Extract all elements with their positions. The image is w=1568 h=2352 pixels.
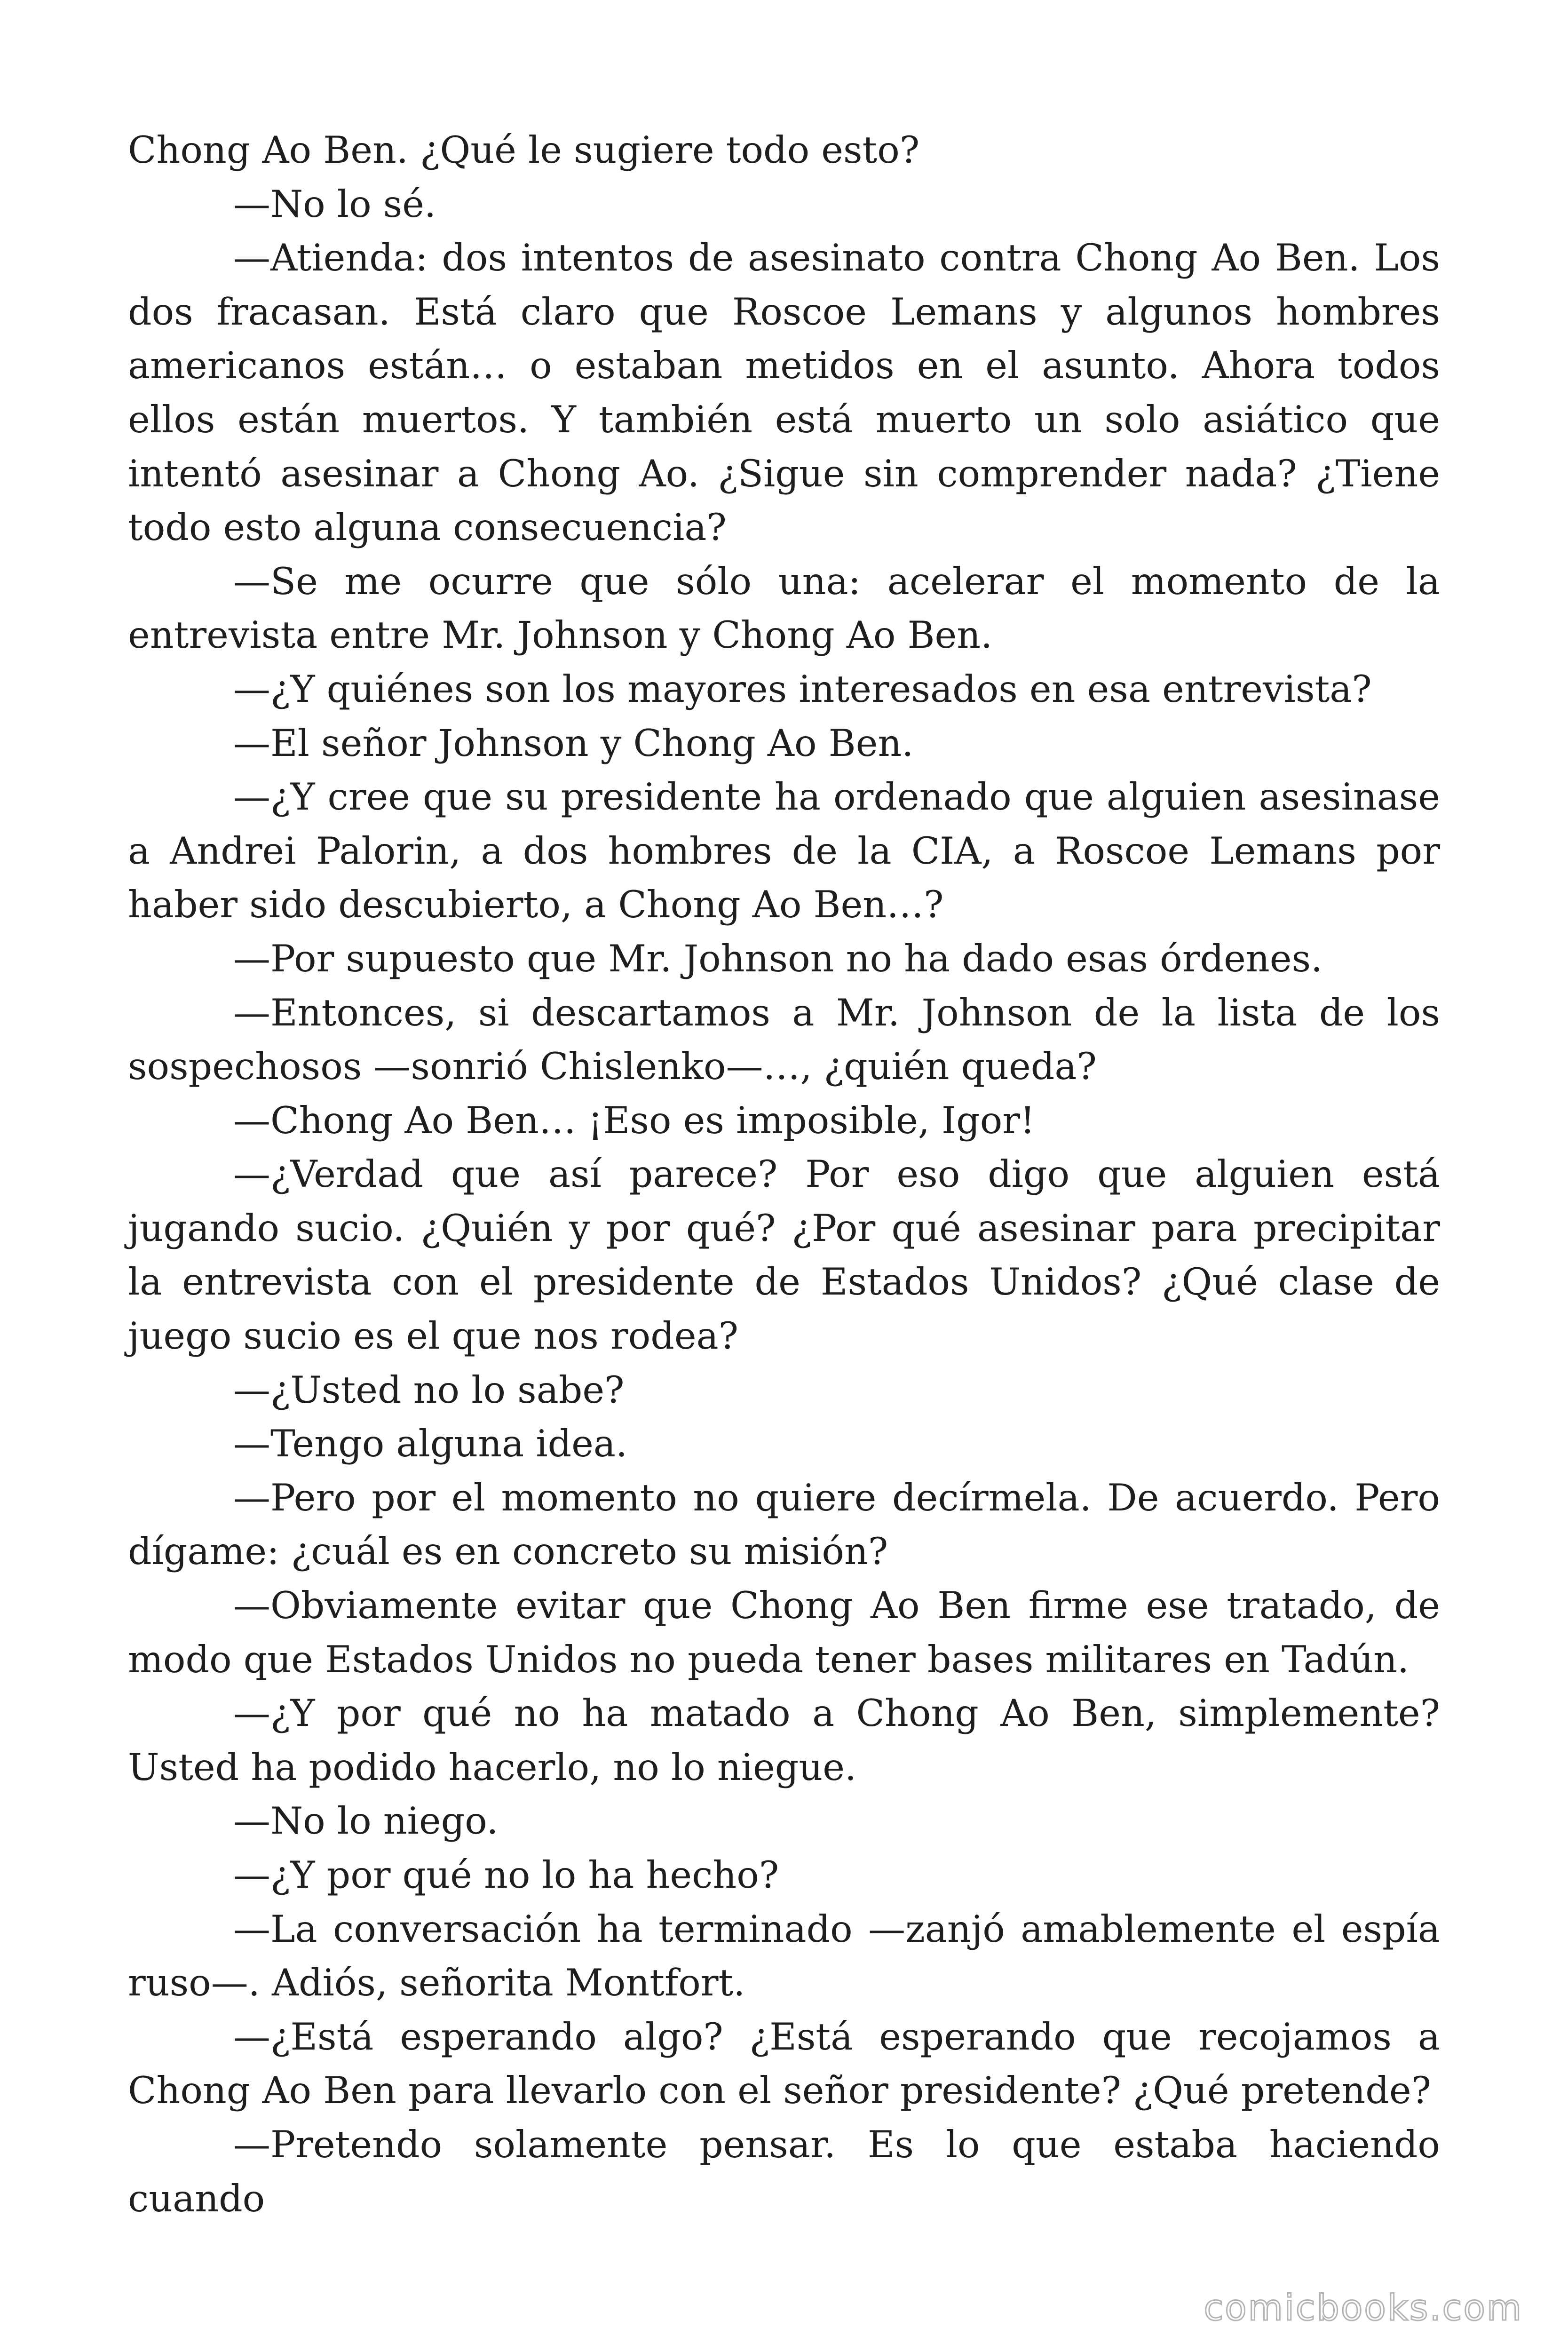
paragraph-12: —¿Usted no lo sabe? bbox=[233, 1368, 625, 1412]
paragraph-19: —La conversación ha terminado —zanjó amablemente el espía ruso—. Adiós, señorita Montfort. bbox=[128, 1907, 1440, 2005]
paragraph-18: —¿Y por qué no lo ha hecho? bbox=[233, 1853, 779, 1897]
paragraph-17: —No lo niego. bbox=[233, 1799, 499, 1843]
paragraph-11: —¿Verdad que así parece? Por eso digo que alguien está jugando sucio. ¿Quién y por qué? ¿Por qué asesinar para precipitar la entrevista con el presidente de Estados Unidos? ¿Qué clase de juego sucio es el que nos rodea? bbox=[128, 1152, 1440, 1358]
paragraph-5: —¿Y quiénes son los mayores interesados en esa entrevista? bbox=[233, 667, 1372, 711]
paragraph-9: —Entonces, si descartamos a Mr. Johnson de la lista de los sospechosos —sonrió Chislenko—…, ¿quién queda? bbox=[128, 991, 1440, 1089]
page-body bbox=[128, 123, 1440, 2225]
paragraph-8: —Por supuesto que Mr. Johnson no ha dado esas órdenes. bbox=[233, 937, 1323, 980]
paragraph-10: —Chong Ao Ben… ¡Eso es imposible, Igor! bbox=[233, 1098, 1035, 1142]
paragraph-16: —¿Y por qué no ha matado a Chong Ao Ben, simplemente? Usted ha podido hacerlo, no lo niegue. bbox=[128, 1692, 1440, 1789]
paragraph-21: —Pretendo solamente pensar. Es lo que estaba haciendo cuando bbox=[128, 2122, 1440, 2220]
paragraph-15: —Obviamente evitar que Chong Ao Ben firme ese tratado, de modo que Estados Unidos no pueda tener bases militares en Tadún. bbox=[128, 1584, 1440, 1681]
paragraph-13: —Tengo alguna idea. bbox=[233, 1422, 628, 1466]
paragraph-4: —Se me ocurre que sólo una: acelerar el momento de la entrevista entre Mr. Johnson y Chong Ao Ben. bbox=[128, 559, 1440, 657]
paragraph-3: —Atienda: dos intentos de asesinato contra Chong Ao Ben. Los dos fracasan. Está claro que Roscoe Lemans y algunos hombres americanos están… o estaban metidos en el asunto. Ahora todos ellos están muertos. Y también está muerto un solo asiático que intentó asesinar a Chong Ao. ¿Sigue sin comprender nada? ¿Tiene todo esto alguna consecuencia? bbox=[128, 236, 1440, 549]
paragraph-6: —El señor Johnson y Chong Ao Ben. bbox=[233, 721, 914, 765]
paragraph-1: Chong Ao Ben. ¿Qué le sugiere todo esto? bbox=[128, 128, 920, 172]
paragraph-20: —¿Está esperando algo? ¿Está esperando que recojamos a Chong Ao Ben para llevarlo con el señor presidente? ¿Qué pretende? bbox=[128, 2015, 1440, 2113]
paragraph-14: —Pero por el momento no quiere decírmela. De acuerdo. Pero dígame: ¿cuál es en concreto su misión? bbox=[128, 1476, 1440, 1573]
paragraph-7: —¿Y cree que su presidente ha ordenado que alguien asesinase a Andrei Palorin, a dos hombres de la CIA, a Roscoe Lemans por haber sido descubierto, a Chong Ao Ben…? bbox=[128, 775, 1440, 927]
paragraph-2: —No lo sé. bbox=[233, 182, 436, 226]
watermark: comicbooks.com bbox=[1204, 2287, 1523, 2328]
